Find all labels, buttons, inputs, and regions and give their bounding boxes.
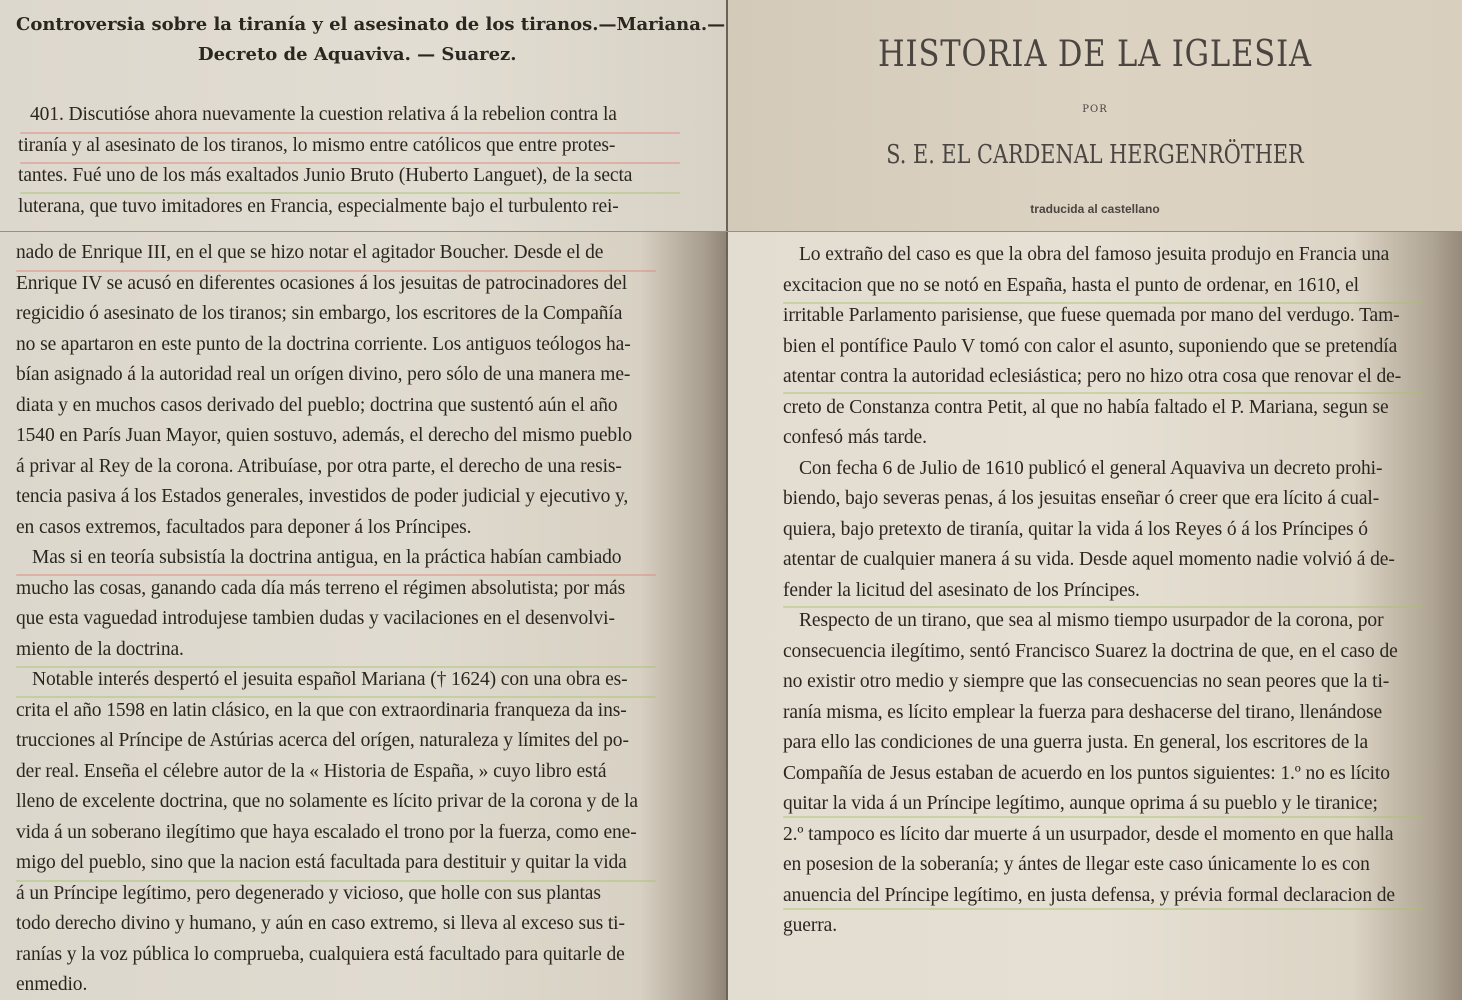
- text-line: migo del pueblo, sino que la nacion está facultada para destituir y quitar la vida: [16, 852, 627, 873]
- text-line: Enrique IV se acusó en diferentes ocasiones á los jesuitas de patrocinadores del: [16, 272, 628, 294]
- text-line: ranía misma, es lícito emplear la fuerza para deshacerse del tirano, llenándose: [783, 701, 1383, 723]
- title-translated: traducida al castellano: [1030, 202, 1160, 216]
- green-underline: [20, 192, 680, 194]
- green-underline: [16, 880, 656, 882]
- text-line: quitar la vida á un Príncipe legítimo, aunque oprima á su pueblo y le tiranice;: [783, 793, 1378, 814]
- text-line: Respecto de un tirano, que sea al mismo tiempo usurpador de la corona, por: [799, 610, 1384, 631]
- paragraph-block: [783, 240, 1401, 942]
- text-line: luterana, que tuvo imitadores en Francia, especialmente bajo el turbulento rei-: [18, 195, 619, 217]
- text-line: en casos extremos, facultados para deponer á los Príncipes.: [16, 516, 472, 538]
- text-line: mucho las cosas, ganando cada día más terreno el régimen absolutista; por más: [16, 577, 626, 599]
- text-line: tencia pasiva á los Estados generales, investidos de poder judicial y ejecutivo y,: [16, 486, 629, 507]
- text-line: confesó más tarde.: [783, 427, 927, 448]
- text-line: que esta vaguedad introdujese tambien dudas y vacilaciones en el desenvolvi-: [16, 608, 615, 629]
- text-line: á un Príncipe legítimo, pero degenerado y vicioso, que holle con sus plantas: [16, 882, 601, 904]
- text-line: quiera, bajo pretexto de tiranía, quitar la vida á los Reyes ó á los Príncipes ó: [783, 518, 1368, 540]
- text-line: Notable interés despertó el jesuita español Mariana († 1624) con una obra es-: [32, 669, 628, 690]
- red-underline: [20, 162, 680, 164]
- text-line: Con fecha 6 de Julio de 1610 publicó el general Aquaviva un decreto prohi-: [799, 457, 1383, 479]
- text-line: miento de la doctrina.: [16, 638, 184, 660]
- page-bottom-right: [727, 232, 1462, 1000]
- title-por: POR: [1082, 104, 1108, 115]
- text-line: Compañía de Jesus estaban de acuerdo en los puntos siguientes: 1.º no es lícito: [783, 762, 1390, 784]
- green-underline: [16, 696, 656, 698]
- text-line: regicidio ó asesinato de los tiranos; sin embargo, los escritores de la Compañía: [16, 303, 623, 324]
- text-line: ranías y la voz pública lo comprueba, cualquiera está facultado para quitarle de: [16, 943, 625, 965]
- green-underline: [783, 606, 1423, 608]
- section-heading-line-2: Decreto de Aquaviva. — Suarez.: [198, 44, 517, 65]
- text-line: irritable Parlamento parisiense, que fuese quemada por mano del verdugo. Tam-: [783, 305, 1400, 326]
- red-underline: [16, 574, 656, 576]
- text-line: Lo extraño del caso es que la obra del famoso jesuita produjo en Francia una: [799, 244, 1390, 265]
- text-line: bían asignado á la autoridad real un orígen divino, pero sólo de una manera me-: [16, 364, 631, 385]
- text-line: todo derecho divino y humano, y aún en caso extremo, si lleva al exceso sus ti-: [16, 913, 625, 934]
- green-underline: [16, 666, 656, 668]
- green-underline: [783, 392, 1423, 394]
- text-line: 401. Discutióse ahora nuevamente la cuestion relativa á la rebelion contra la: [30, 104, 617, 125]
- text-line: no existir otro medio y siempre que las consecuencias no sean peores que la ti-: [783, 671, 1390, 692]
- paragraph-block: [16, 238, 638, 1000]
- green-underline: [783, 302, 1423, 304]
- text-line: excitacion que no se notó en España, hasta el punto de ordenar, en 1610, el: [783, 274, 1359, 296]
- green-underline: [783, 908, 1423, 910]
- text-line: creto de Constanza contra Petit, al que no había faltado el P. Mariana, segun se: [783, 396, 1389, 418]
- collage-divider-vertical: [726, 0, 728, 1000]
- green-underline: [783, 816, 1423, 818]
- collage-divider-horizontal: [0, 231, 1462, 232]
- red-underline: [20, 132, 680, 134]
- text-line: lleno de excelente doctrina, que no solamente es lícito privar de la corona y de la: [16, 791, 638, 812]
- page-bottom-left: [0, 232, 727, 1000]
- text-line: atentar de cualquier manera á su vida. Desde aquel momento nadie volvió á de-: [783, 549, 1395, 570]
- text-line: diata y en muchos casos derivado del pueblo; doctrina que sustentó aún el año: [16, 394, 618, 416]
- text-line: tantes. Fué uno de los más exaltados Junio Bruto (Huberto Languet), de la secta: [18, 165, 633, 186]
- book-title: HISTORIA DE LA IGLESIA: [878, 34, 1312, 75]
- paragraph-block: [18, 100, 632, 222]
- text-line: para ello las condiciones de una guerra justa. En general, los escritores de la: [783, 732, 1368, 753]
- text-line: bien el pontífice Paulo V tomó con calor el asunto, suponiendo que se pretendía: [783, 335, 1398, 357]
- text-line: anuencia del Príncipe legítimo, en justa defensa, y prévia formal declaracion de: [783, 884, 1395, 906]
- text-line: fender la licitud del asesinato de los Príncipes.: [783, 579, 1140, 601]
- text-line: Mas si en teoría subsistía la doctrina antigua, en la práctica habían cambiado: [32, 547, 622, 568]
- text-line: 2.º tampoco es lícito dar muerte á un usurpador, desde el momento en que halla: [783, 823, 1394, 845]
- text-line: crita el año 1598 en latin clásico, en la que con extraordinaria franqueza da ins-: [16, 699, 627, 721]
- text-line: 1540 en París Juan Mayor, quien sostuvo, además, el derecho del mismo pueblo: [16, 425, 633, 446]
- text-line: tiranía y al asesinato de los tiranos, lo mismo entre católicos que entre protes-: [18, 134, 616, 156]
- text-line: nado de Enrique III, en el que se hizo notar el agitador Boucher. Desde el de: [16, 242, 604, 263]
- page-top-left: [0, 0, 728, 232]
- text-line: en posesion de la soberanía; y ántes de llegar este caso únicamente lo es con: [783, 854, 1370, 875]
- text-line: no se apartaron en este punto de la doctrina corriente. Los antiguos teólogos ha-: [16, 333, 631, 355]
- text-line: guerra.: [783, 915, 837, 936]
- text-line: der real. Enseña el célebre autor de la « Historia de España, » cuyo libro está: [16, 760, 607, 782]
- text-line: enmedio.: [16, 974, 88, 995]
- book-author: S. E. EL CARDENAL HERGENRÖTHER: [886, 140, 1304, 170]
- title-page: [728, 0, 1462, 232]
- text-line: á privar al Rey de la corona. Atribuíase, por otra parte, el derecho de una resis-: [16, 455, 622, 477]
- section-heading-line-1: Controversia sobre la tiranía y el asesinato de los tiranos.—Mariana.—: [16, 14, 726, 35]
- text-line: consecuencia ilegítimo, sentó Francisco Suarez la doctrina de que, en el caso de: [783, 640, 1398, 662]
- text-line: atentar contra la autoridad eclesiástica; pero no hizo otra cosa que renovar el de-: [783, 366, 1402, 387]
- text-line: biendo, bajo severas penas, á los jesuitas enseñar ó creer que era lícito á cual-: [783, 488, 1380, 509]
- red-underline: [16, 270, 656, 272]
- text-line: trucciones al Príncipe de Astúrias acerca del orígen, naturaleza y límites del po-: [16, 730, 629, 751]
- text-line: vida á un soberano ilegítimo que haya escalado el trono por la fuerza, como ene-: [16, 821, 637, 843]
